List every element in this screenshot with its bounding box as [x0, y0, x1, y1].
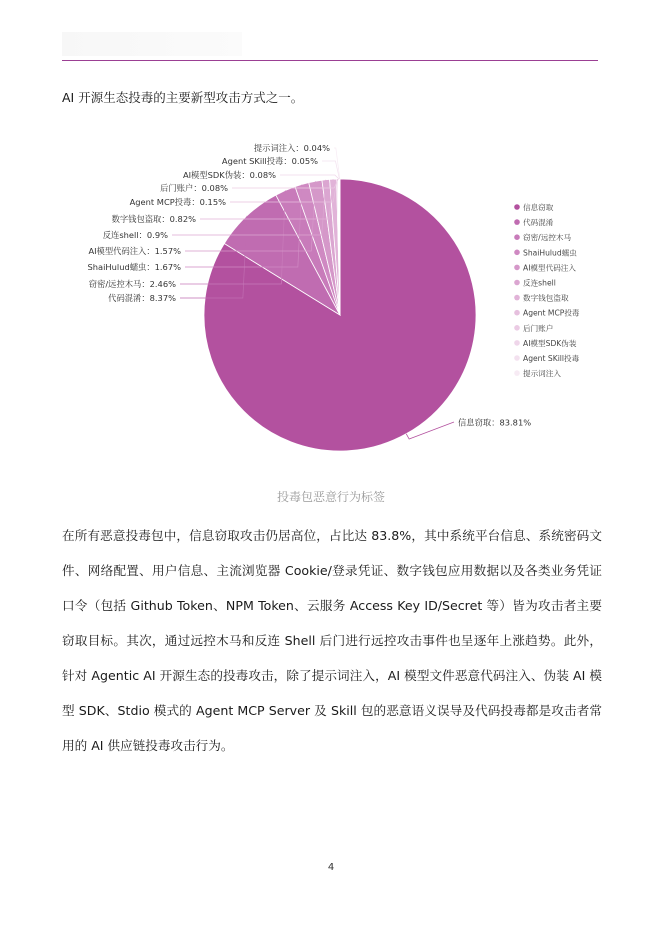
- data-label-反连shell: 反连shell：0.9%: [102, 230, 168, 240]
- legend-label-ai模型代码注入: AI模型代码注入: [523, 263, 576, 273]
- header-logo-area: [62, 32, 242, 56]
- legend-label-ai模型sdk伪装: AI模型SDK伪装: [523, 338, 577, 348]
- legend-label-数字钱包盗取: 数字钱包盗取: [523, 293, 569, 303]
- leader-line-提示词注入: [334, 148, 340, 179]
- legend-label-反连shell: 反连shell: [523, 278, 556, 288]
- legend-marker-数字钱包盗取: [514, 295, 520, 301]
- intro-sentence: AI 开源生态投毒的主要新型攻击方式之一。: [62, 90, 304, 105]
- data-label-数字钱包盗取: 数字钱包盗取：0.82%: [111, 214, 196, 224]
- header-divider: [62, 60, 598, 61]
- legend-marker-窃密-远控木马: [514, 234, 520, 240]
- legend-label-后门账户: 后门账户: [523, 323, 554, 333]
- data-label-ai模型sdk伪装: AI模型SDK伪装：0.08%: [182, 170, 276, 180]
- data-label-后门账户: 后门账户：0.08%: [160, 183, 228, 193]
- leader-line-agent-skill投毒: [322, 161, 339, 179]
- legend-marker-信息窃取: [514, 204, 520, 210]
- legend-marker-后门账户: [514, 325, 520, 331]
- data-label-代码混淆: 代码混淆：8.37%: [108, 293, 176, 303]
- data-label-信息窃取: 信息窃取：83.81%: [458, 417, 532, 428]
- legend-label-信息窃取: 信息窃取: [523, 203, 554, 212]
- legend-marker-提示词注入: [514, 370, 520, 376]
- legend-marker-代码混淆: [514, 219, 520, 225]
- legend-label-agent-skill投毒: Agent SKill投毒: [523, 354, 580, 363]
- legend-label-agent-mcp投毒: Agent MCP投毒: [523, 308, 580, 318]
- legend-marker-ai模型代码注入: [514, 265, 520, 271]
- legend-label-窃密-远控木马: 窃密/远控木马: [523, 233, 572, 243]
- data-label-agent-mcp投毒: Agent MCP投毒：0.15%: [129, 197, 226, 207]
- data-label-ai模型代码注入: AI模型代码注入：1.57%: [88, 246, 181, 256]
- legend-marker-shaihulud蠕虫: [514, 250, 520, 256]
- legend-marker-agent-mcp投毒: [514, 310, 520, 316]
- legend-marker-agent-skill投毒: [514, 355, 520, 361]
- legend-marker-反连shell: [514, 280, 520, 286]
- data-label-提示词注入: 提示词注入：0.04%: [253, 143, 330, 153]
- data-label-shaihulud蠕虫: ShaiHulud蠕虫：1.67%: [87, 262, 181, 272]
- legend-label-shaihulud蠕虫: ShaiHulud蠕虫: [523, 248, 577, 258]
- chart-caption: 投毒包恶意行为标签: [276, 490, 385, 504]
- legend-label-代码混淆: 代码混淆: [523, 218, 554, 228]
- body-paragraph: 在所有恶意投毒包中，信息窃取攻击仍居高位，占比达 83.8%，其中系统平台信息、系统密码文件、网络配置、用户信息、主流浏览器 Cookie/登录凭证、数字钱包应用数据以及各类业务凭证口令（包括 Github Token、NPM Token、云服务 Access Key ID/Secret 等）皆为攻击者主要窃取目标。其次，通过远控木马和反连 Shell 后门进行远控攻击事件也呈逐年上涨趋势。此外，针对 Agentic AI 开源生态的投毒攻击，除了提示词注入，AI 模型文件恶意代码注入、伪装 AI 模型 SDK、Stdio 模式的 Agent MCP Server 及 Skill 包的恶意语义误导及代码投毒都是攻击者常用的 AI 供应链投毒攻击行为。: [62, 528, 602, 753]
- pie-chart: [0, 130, 662, 470]
- data-label-agent-skill投毒: Agent SKill投毒：0.05%: [221, 156, 318, 166]
- legend-label-提示词注入: 提示词注入: [523, 369, 561, 379]
- legend-marker-ai模型sdk伪装: [514, 340, 520, 346]
- page-number: 4: [327, 862, 335, 873]
- data-label-窃密-远控木马: 窃密/远控木马：2.46%: [88, 279, 176, 289]
- leader-line-ai模型sdk伪装: [280, 175, 339, 179]
